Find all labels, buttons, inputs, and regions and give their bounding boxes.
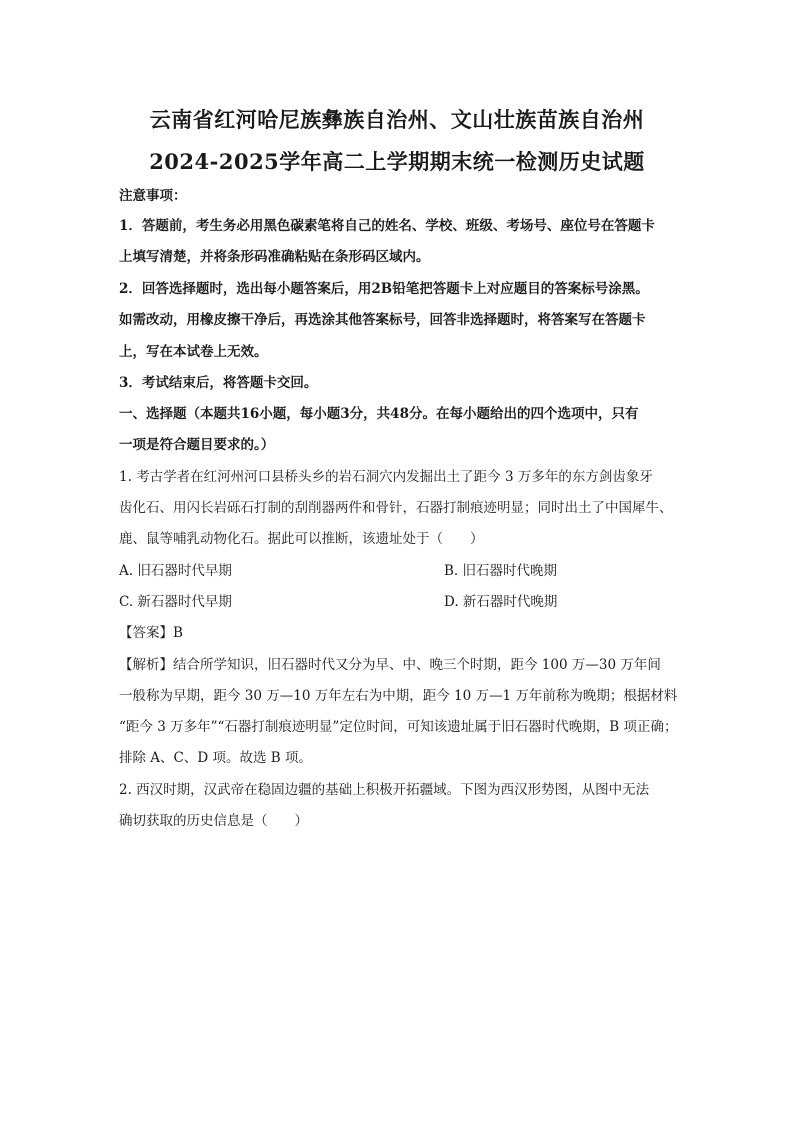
notice-line: 2．回答选择题时，选出每小题答案后，用2B铅笔把答题卡上对应题目的答案标号涂黑。 xyxy=(119,281,649,297)
notice-line: 3．考试结束后，将答题卡交回。 xyxy=(119,375,318,391)
notice-line: 如需改动，用橡皮擦干净后，再选涂其他答案标号，回答非选择题时，将答案写在答题卡 xyxy=(119,312,646,328)
option-c: C. 新石器时代早期 xyxy=(119,594,232,610)
section-heading: 一、选择题（本题共16小题，每小题3分，共48分。在每小题给出的四个选项中，只有 xyxy=(119,406,639,422)
title-line-1: 云南省红河哈尼族彝族自治州、文山壮族苗族自治州 xyxy=(149,107,645,132)
analysis-text: “距今 3 万多年”“石器打制痕迹明显”定位时间，可知该遗址属于旧石器时代晚期，B 项正确； xyxy=(119,719,678,735)
notice-heading: 注意事项： xyxy=(119,188,187,204)
analysis-text: 【解析】结合所学知识，旧石器时代又分为早、中、晚三个时期，距今 100 万—30 万年间 xyxy=(119,657,661,673)
analysis-text: 一般称为早期，距今 30 万—10 万年左右为中期，距今 10 万—1 万年前称为晚期；根据材料 xyxy=(119,688,678,704)
option-b: B. 旧石器时代晚期 xyxy=(444,563,558,579)
notice-line: 上，写在本试卷上无效。 xyxy=(119,344,268,360)
analysis-text: 排除 A、C、D 项。故选 B 项。 xyxy=(119,750,312,766)
question-2-text: 确切获取的历史信息是（ ） xyxy=(119,813,308,829)
title-line-2: 2024-2025学年高二上学期期末统一检测历史试题 xyxy=(149,149,645,174)
answer-line: 【答案】B xyxy=(119,625,183,641)
question-1-text: 1. 考古学者在红河州河口县桥头乡的岩石洞穴内发掘出土了距今 3 万多年的东方剑齿象牙 xyxy=(119,469,653,485)
section-heading: 一项是符合题目要求的。） xyxy=(119,437,275,453)
question-2-text: 2. 西汉时期，汉武帝在稳固边疆的基础上积极开拓疆域。下图为西汉形势图，从图中无法 xyxy=(119,782,650,798)
option-d: D. 新石器时代晚期 xyxy=(444,594,558,610)
notice-line: 上填写清楚，并将条形码准确粘贴在条形码区域内。 xyxy=(119,249,430,265)
notice-line: 1．答题前，考生务必用黑色碳素笔将自己的姓名、学校、班级、考场号、座位号在答题卡 xyxy=(119,218,655,234)
question-1-text: 鹿、鼠等哺乳动物化石。据此可以推断，该遗址处于（ ） xyxy=(119,531,484,547)
question-1-text: 齿化石、用闪长岩砾石打制的刮削器两件和骨针，石器打制痕迹明显；同时出土了中国犀牛、 xyxy=(119,500,673,516)
option-a: A. 旧石器时代早期 xyxy=(119,563,232,579)
